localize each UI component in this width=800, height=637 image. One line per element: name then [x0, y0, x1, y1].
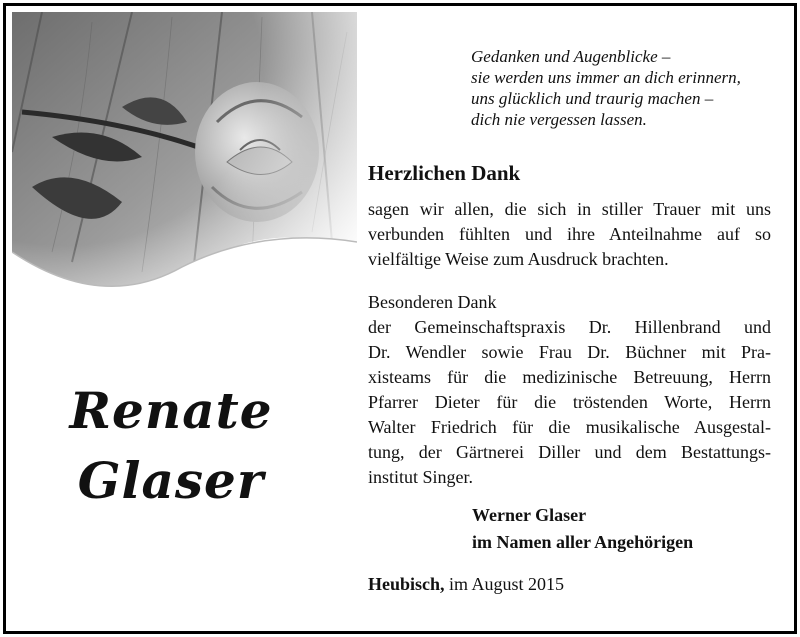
poem-line: dich nie vergessen lassen. [471, 110, 647, 129]
paragraph-line: sagen wir allen, die sich in stiller Trauer mit uns [368, 199, 771, 219]
signature-name: Werner Glaser [472, 505, 587, 525]
paragraph-line: Pfarrer Dieter für die tröstenden Worte, Herrn [368, 392, 771, 412]
paragraph-line: tung, der Gärtnerei Diller und dem Bestattungs- [368, 442, 771, 462]
thanks-paragraph [368, 197, 771, 272]
paragraph-line: Dr. Wendler sowie Frau Dr. Büchner mit Pra- [368, 342, 771, 362]
paragraph-line: verbunden fühlten und ihre Anteilnahme auf so [368, 224, 771, 244]
paragraph-line: vielfältige Weise zum Ausdruck brachten. [368, 249, 669, 269]
poem [471, 46, 781, 130]
rose-photo [12, 12, 357, 312]
thanks-heading: Herzlichen Dank [368, 161, 521, 185]
paragraph-line: Besonderen Dank [368, 292, 497, 312]
poem-line: Gedanken und Augenblicke – [471, 47, 671, 66]
obituary-notice [3, 3, 797, 634]
paragraph-line: xisteams für die medizinische Betreuung, Herrn [368, 367, 771, 387]
paragraph-line: institut Singer. [368, 467, 474, 487]
signature-subtitle: im Namen aller Angehörigen [472, 532, 694, 552]
poem-line: sie werden uns immer an dich erinnern, [471, 68, 741, 87]
place-town: Heubisch, [368, 574, 445, 594]
poem-line: uns glücklich und traurig machen – [471, 89, 714, 108]
paragraph-line: Walter Friedrich für die musikalische Ausgestal- [368, 417, 771, 437]
deceased-first-name: Renate [69, 381, 273, 440]
deceased-last-name: Glaser [77, 451, 265, 510]
special-thanks-paragraph [368, 290, 771, 490]
notice-date: im August 2015 [449, 574, 565, 594]
place-date [368, 574, 564, 595]
paragraph-line: der Gemeinschaftspraxis Dr. Hillenbrand und [368, 317, 771, 337]
signature [472, 502, 693, 556]
